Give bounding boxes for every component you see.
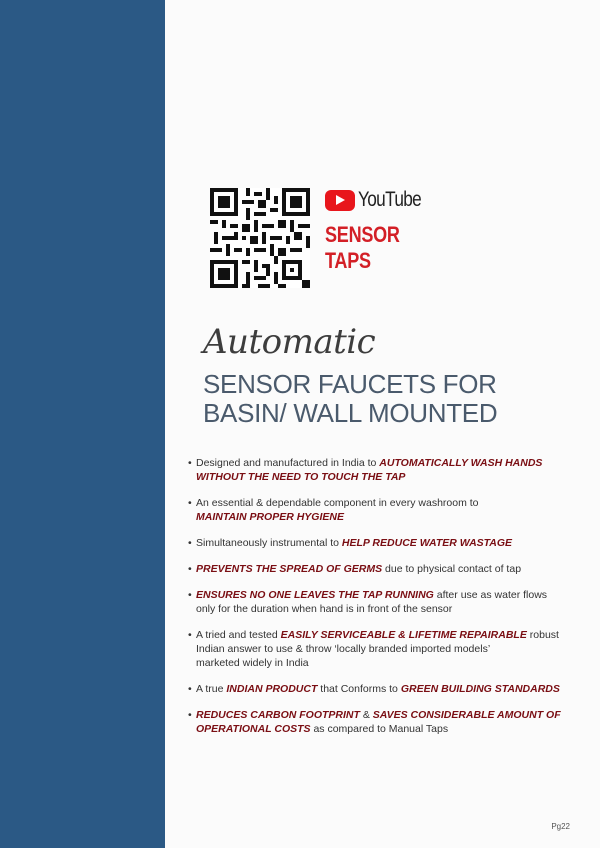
video-caption-line2: TAPS [325, 248, 371, 273]
feature-list [188, 456, 588, 736]
list-item: • REDUCES CARBON FOOTPRINT & SAVES CONSIDERABLE AMOUNT OF OPERATIONAL COSTS as compared to Manual Taps [188, 708, 588, 736]
video-caption-line1: SENSOR [325, 222, 400, 247]
page-number: Pg22 [551, 822, 570, 831]
youtube-logo[interactable] [325, 188, 435, 212]
list-item: • PREVENTS THE SPREAD OF GERMS due to physical contact of tap [188, 562, 588, 576]
video-caption [325, 222, 400, 274]
list-item: • A true INDIAN PRODUCT that Conforms to GREEN BUILDING STANDARDS [188, 682, 588, 696]
page-title [203, 370, 593, 428]
script-heading: Automatic [203, 322, 376, 362]
side-color-band [0, 0, 165, 848]
title-line2: BASIN/ WALL MOUNTED [203, 398, 498, 428]
list-item: • A tried and tested EASILY SERVICEABLE & LIFETIME REPAIRABLE robust Indian answer to use & throw ‘locally branded imported models’ marketed widely in India [188, 628, 588, 670]
list-item: • Designed and manufactured in India to AUTOMATICALLY WASH HANDS WITHOUT THE NEED TO TOUCH THE TAP [188, 456, 588, 484]
title-line1: SENSOR FAUCETS FOR [203, 369, 497, 399]
qr-code-icon[interactable] [210, 188, 310, 288]
list-item: • An essential & dependable component in every washroom to MAINTAIN PROPER HYGIENE [188, 496, 588, 524]
play-icon [325, 190, 355, 211]
youtube-wordmark: YouTube [358, 188, 422, 211]
list-item: • ENSURES NO ONE LEAVES THE TAP RUNNING after use as water flows only for the duration when hand is in front of the sensor [188, 588, 588, 616]
list-item: • Simultaneously instrumental to HELP REDUCE WATER WASTAGE [188, 536, 588, 550]
